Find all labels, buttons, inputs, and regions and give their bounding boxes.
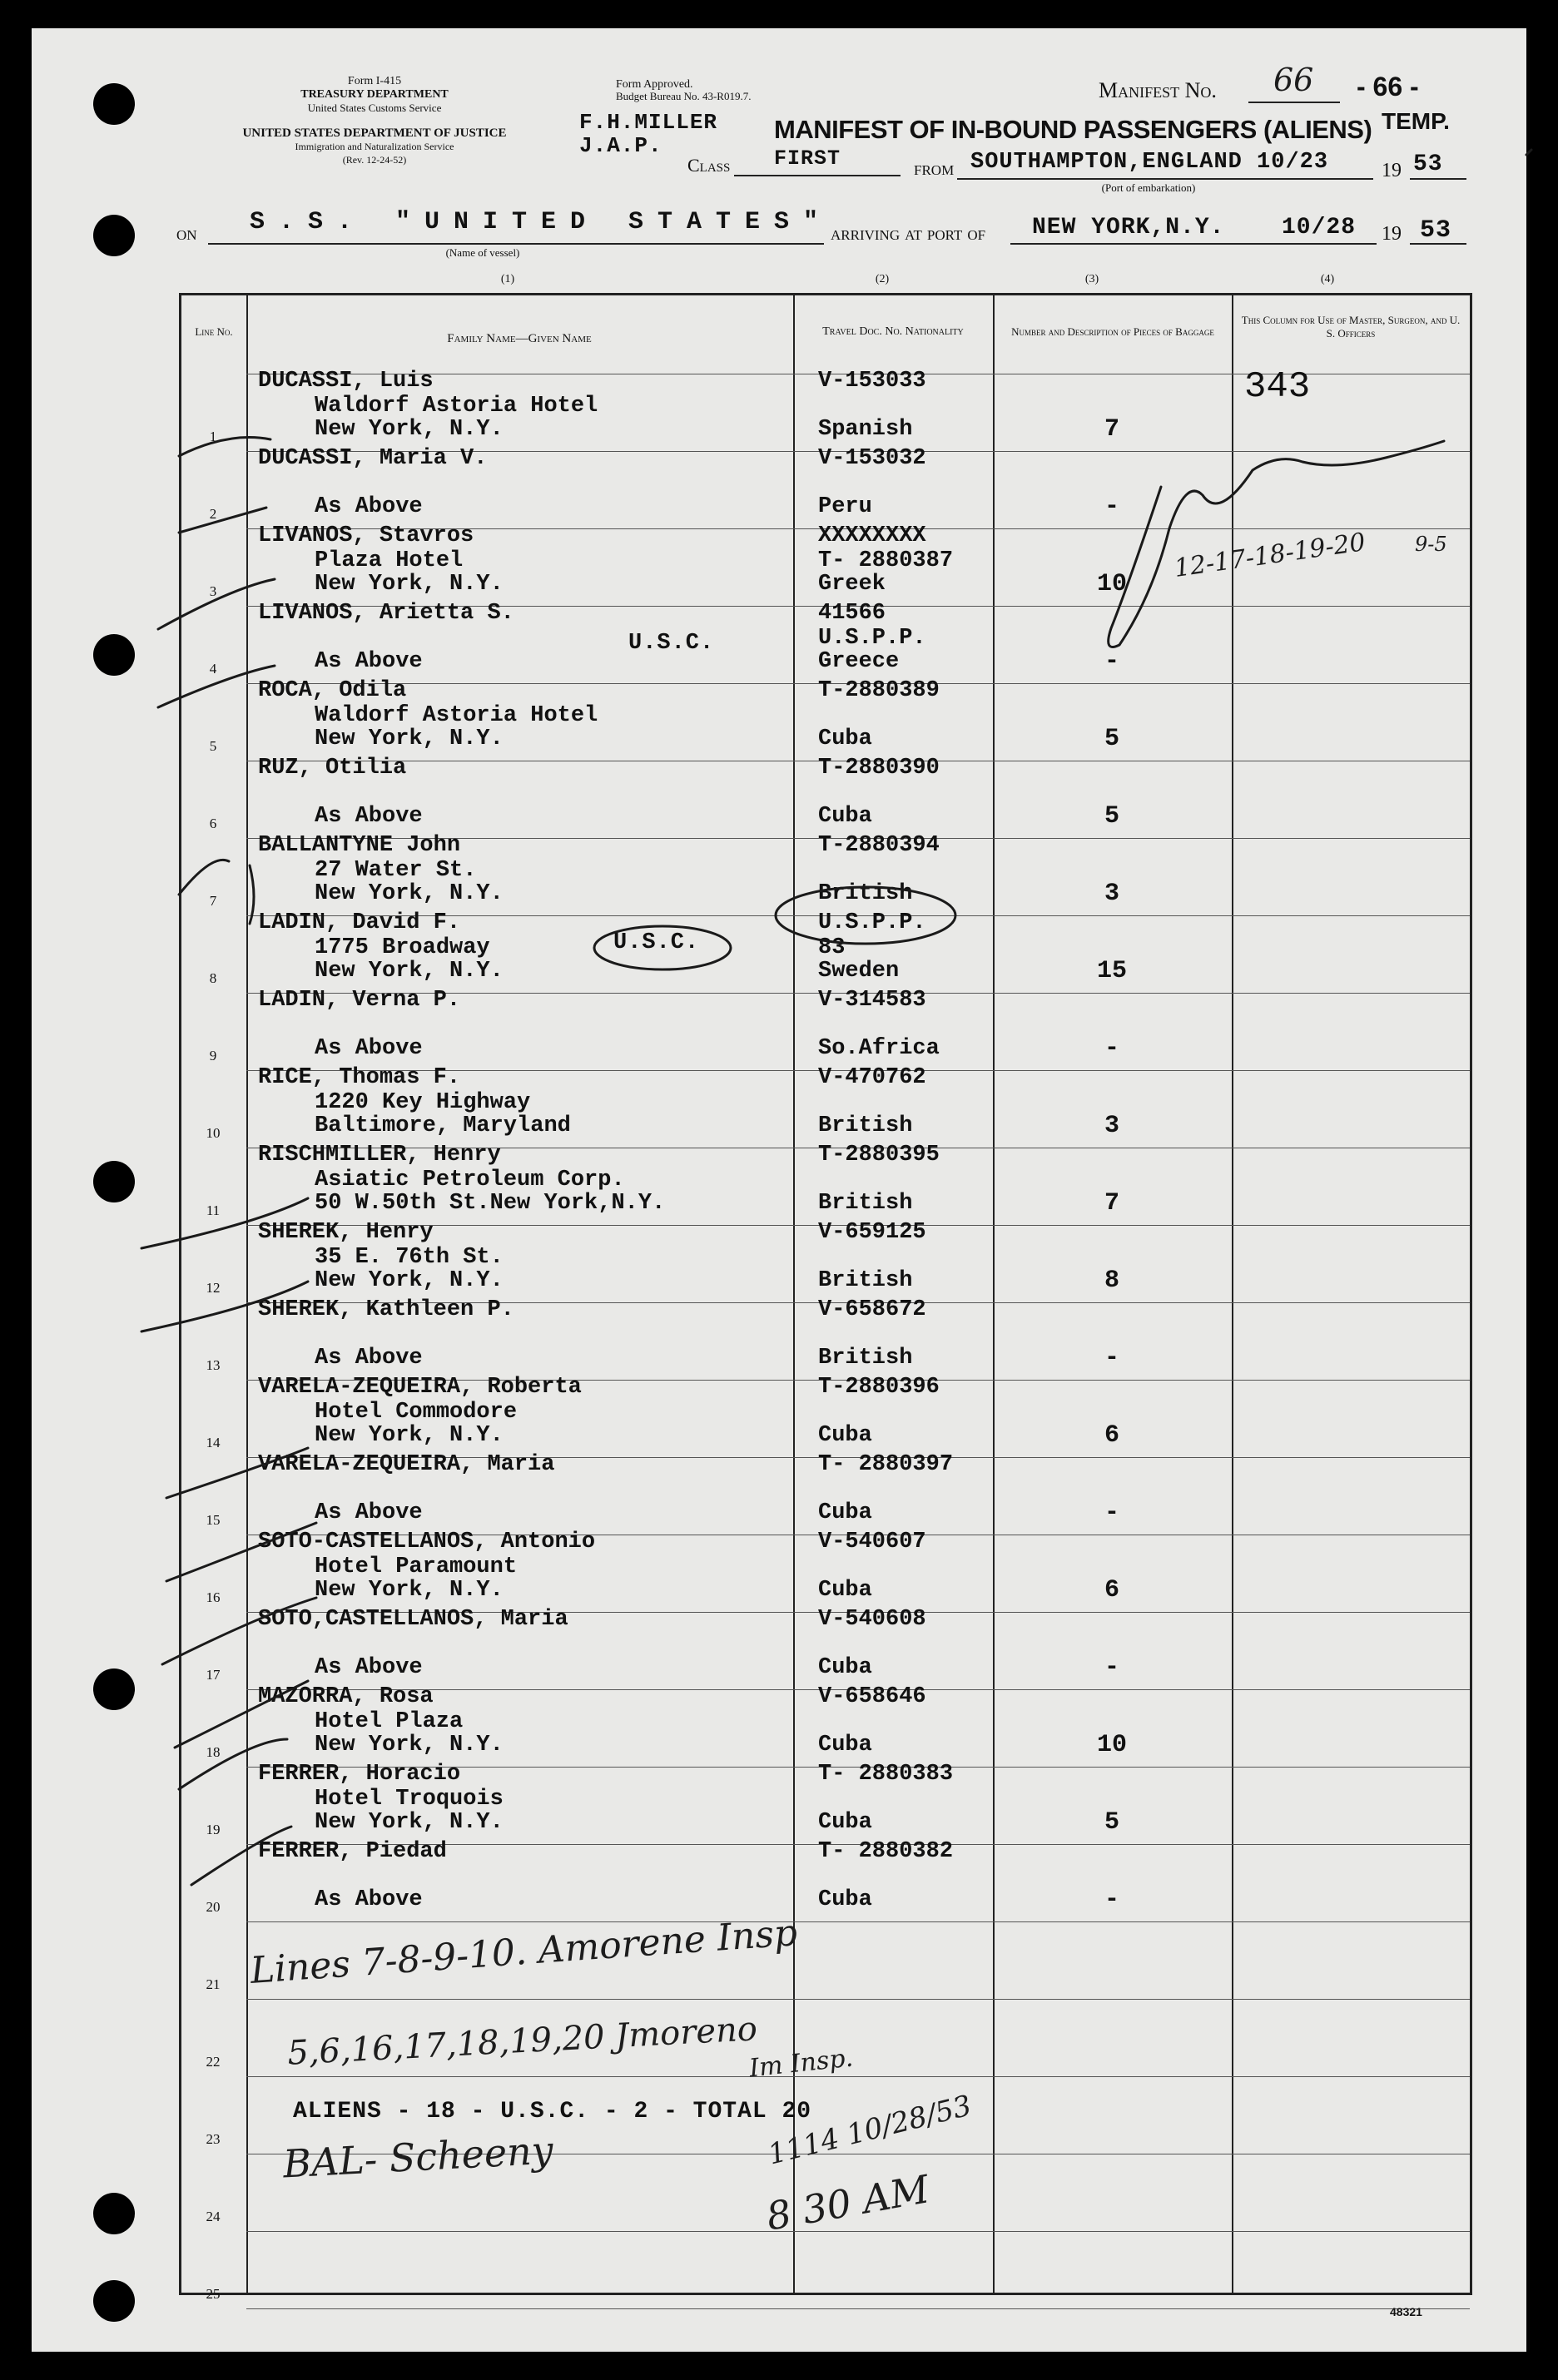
- passenger-name: LIVANOS, Arietta S.: [258, 601, 514, 626]
- column-number: (1): [500, 273, 515, 285]
- travel-doc-no: T- 2880383: [818, 1762, 954, 1787]
- passenger-name: RICE, Thomas F.: [258, 1065, 461, 1090]
- line-number: 23: [206, 2131, 221, 2147]
- manifest-no: - 66 -: [1357, 72, 1419, 102]
- passenger-address-2: As Above: [315, 649, 423, 674]
- totals-line: ALIENS - 18 - U.S.C. - 2 - TOTAL 20: [293, 2099, 812, 2125]
- budget-bureau: Budget Bureau No. 43-R019.7.: [616, 90, 752, 102]
- handwritten-lines-note: Lines 7-8-9-10. Amorene Insp: [249, 1911, 799, 1992]
- class-value: FIRST: [774, 146, 841, 171]
- column-number: (4): [1320, 273, 1335, 285]
- officer-number: 343: [1244, 366, 1311, 408]
- baggage-count: 6: [1104, 1576, 1119, 1604]
- vessel-name: S.S. "UNITED STATES": [250, 208, 833, 236]
- handwritten-insp: Im Insp.: [747, 2043, 855, 2084]
- passenger-address-1: Hotel Plaza: [315, 1709, 464, 1734]
- line-number: 15: [206, 1512, 221, 1528]
- nationality: Sweden: [818, 959, 900, 984]
- column-number: (3): [1084, 273, 1099, 285]
- baggage-count: -: [1104, 1344, 1119, 1372]
- passenger-address-1: Plaza Hotel: [315, 548, 464, 573]
- baggage-count: 5: [1104, 802, 1119, 831]
- arrival-year: 53: [1420, 216, 1452, 245]
- travel-doc-no: T- 2880397: [818, 1452, 954, 1477]
- passenger-address-2: New York, N.Y.: [315, 881, 504, 906]
- passenger-address-1: 1775 Broadway: [315, 935, 490, 960]
- col-header-baggage: Number and Description of Pieces of Baggage: [1011, 325, 1214, 338]
- baggage-count: -: [1104, 647, 1119, 676]
- travel-doc-no: T-2880389: [818, 678, 940, 703]
- passenger-address-1: Waldorf Astoria Hotel: [315, 394, 598, 419]
- line-number: 8: [209, 970, 217, 986]
- passenger-name: FERRER, Horacio: [258, 1762, 461, 1787]
- passenger-name: SOTO,CASTELLANOS, Maria: [258, 1607, 568, 1632]
- travel-doc-no: V-153033: [818, 369, 926, 394]
- treasury-dept: TREASURY DEPARTMENT: [300, 88, 449, 101]
- usc-mark: U.S.C.: [628, 631, 715, 656]
- travel-doc-no: V-658672: [818, 1297, 926, 1322]
- temp-label: TEMP.: [1382, 108, 1450, 134]
- justice-dept: UNITED STATES DEPARTMENT OF JUSTICE: [242, 126, 507, 140]
- baggage-count: -: [1104, 1886, 1119, 1914]
- line-number: 7: [209, 893, 217, 909]
- travel-doc-no: V-540607: [818, 1530, 926, 1554]
- year-prefix: 19: [1382, 160, 1402, 181]
- passenger-address-2: As Above: [315, 1655, 423, 1680]
- line-number: 19: [206, 1822, 221, 1837]
- form-approved: Form Approved.: [616, 78, 693, 91]
- travel-doc-no: U.S.P.P.: [818, 910, 926, 935]
- travel-doc-no-2: 83: [818, 935, 846, 960]
- baggage-count: 3: [1104, 880, 1119, 908]
- passenger-address-2: New York, N.Y.: [315, 417, 504, 442]
- baggage-count: 7: [1104, 415, 1119, 444]
- baggage-count: 10: [1096, 570, 1127, 598]
- officer-name-1: F.H.MILLER: [579, 110, 718, 135]
- nationality: Greece: [818, 649, 900, 674]
- arrival-date: 10/28: [1282, 215, 1357, 240]
- passenger-name: LADIN, Verna P.: [258, 988, 461, 1013]
- officer-name-2: J.A.P.: [579, 133, 662, 158]
- nationality: Cuba: [818, 1578, 872, 1603]
- nationality: Cuba: [818, 1655, 872, 1680]
- passenger-address-2: As Above: [315, 494, 423, 519]
- nationality: Spanish: [818, 417, 913, 442]
- baggage-count: 8: [1104, 1267, 1119, 1295]
- passenger-address-2: As Above: [315, 1036, 423, 1061]
- passenger-name: SHEREK, Henry: [258, 1220, 434, 1245]
- travel-doc-no: T-2880390: [818, 756, 940, 781]
- travel-doc-no: V-659125: [818, 1220, 926, 1245]
- arriving-label: arriving at port of: [831, 223, 986, 245]
- nationality: Cuba: [818, 1887, 872, 1912]
- passenger-address-1: Hotel Commodore: [315, 1400, 518, 1425]
- passenger-address-2: New York, N.Y.: [315, 726, 504, 751]
- travel-doc-no: V-470762: [818, 1065, 926, 1090]
- passenger-address-2: New York, N.Y.: [315, 1578, 504, 1603]
- nationality: British: [818, 881, 913, 906]
- usc-mark-circled: U.S.C.: [613, 930, 700, 955]
- baggage-count: 7: [1104, 1189, 1119, 1217]
- nationality: Cuba: [818, 804, 872, 829]
- baggage-count: -: [1104, 1654, 1119, 1682]
- arrival-year-prefix: 19: [1382, 223, 1402, 245]
- handwritten-lines-note-2: 5,6,16,17,18,19,20 Jmoreno: [286, 2010, 758, 2073]
- col-header-officers: This Column for Use of Master, Surgeon, and U. S. Officers: [1241, 314, 1461, 340]
- passenger-address-1: 35 E. 76th St.: [315, 1245, 504, 1270]
- travel-doc-no: XXXXXXXX: [818, 523, 926, 548]
- customs-service: United States Customs Service: [307, 102, 442, 114]
- line-number: 25: [206, 2286, 221, 2302]
- line-number: 5: [209, 738, 217, 754]
- nationality: So.Africa: [818, 1036, 940, 1061]
- travel-doc-no: V-658646: [818, 1684, 926, 1709]
- passenger-address-1: Waldorf Astoria Hotel: [315, 703, 598, 728]
- passenger-address-2: 50 W.50th St.New York,N.Y.: [315, 1191, 666, 1216]
- line-number: 4: [209, 661, 217, 677]
- vessel-caption: (Name of vessel): [445, 246, 520, 259]
- line-number: 9: [209, 1048, 217, 1064]
- line-number: 14: [206, 1435, 221, 1450]
- manifest-title: MANIFEST OF IN-BOUND PASSENGERS (ALIENS): [774, 115, 1372, 144]
- passenger-address-1: Hotel Paramount: [315, 1554, 518, 1579]
- travel-doc-no-2: U.S.P.P.: [818, 626, 926, 651]
- port-of-embarkation: SOUTHAMPTON,ENGLAND 10/23: [970, 150, 1329, 175]
- baggage-count: 3: [1104, 1112, 1119, 1140]
- column-number: (2): [875, 273, 890, 285]
- passenger-address-1: Hotel Troquois: [315, 1787, 504, 1812]
- passenger-name: BALLANTYNE John: [258, 833, 461, 858]
- passenger-name: ROCA, Odila: [258, 678, 407, 703]
- passenger-name: LADIN, David F.: [258, 910, 461, 935]
- line-number: 13: [206, 1357, 221, 1373]
- from-label: from: [914, 158, 955, 180]
- passenger-address-1: 1220 Key Highway: [315, 1090, 531, 1115]
- passenger-name: FERRER, Piedad: [258, 1839, 447, 1864]
- travel-doc-no: T-2880396: [818, 1375, 940, 1400]
- baggage-count: 15: [1096, 957, 1127, 985]
- passenger-address-2: As Above: [315, 1346, 423, 1371]
- passenger-address-2: New York, N.Y.: [315, 959, 504, 984]
- nationality: Peru: [818, 494, 872, 519]
- passenger-name: VARELA-ZEQUEIRA, Maria: [258, 1452, 555, 1477]
- form-number: Form I-415: [347, 75, 402, 87]
- baggage-count: 5: [1104, 1808, 1119, 1837]
- line-number: 18: [206, 1744, 221, 1760]
- passenger-name: DUCASSI, Maria V.: [258, 446, 488, 471]
- travel-doc-no: V-153032: [818, 446, 926, 471]
- col-header-line: Line No.: [195, 325, 233, 338]
- passenger-address-1: Asiatic Petroleum Corp.: [315, 1168, 625, 1192]
- passenger-address-2: As Above: [315, 1500, 423, 1525]
- form-revision: (Rev. 12-24-52): [342, 154, 407, 166]
- passenger-address-2: New York, N.Y.: [315, 1810, 504, 1835]
- passenger-address-1: 27 Water St.: [315, 858, 477, 883]
- line-number: 3: [209, 583, 217, 599]
- footer-code: 48321: [1390, 2305, 1422, 2318]
- travel-doc-no: T-2880394: [818, 833, 940, 858]
- nationality: British: [818, 1268, 913, 1293]
- line-number: 20: [206, 1899, 221, 1915]
- travel-doc-no: V-314583: [818, 988, 926, 1013]
- passenger-name: VARELA-ZEQUEIRA, Roberta: [258, 1375, 582, 1400]
- nationality: British: [818, 1113, 913, 1138]
- nationality: Cuba: [818, 1733, 872, 1758]
- baggage-count: 10: [1096, 1731, 1127, 1759]
- nationality: British: [818, 1346, 913, 1371]
- port-embark-caption: (Port of embarkation): [1101, 181, 1196, 194]
- officer-annotation-2: 9-5: [1415, 533, 1447, 556]
- passenger-name: RISCHMILLER, Henry: [258, 1143, 501, 1168]
- line-number: 21: [206, 1976, 221, 1992]
- embark-year: 53: [1413, 151, 1443, 177]
- passenger-name: RUZ, Otilia: [258, 756, 407, 781]
- passenger-address-2: As Above: [315, 804, 423, 829]
- passenger-address-2: New York, N.Y.: [315, 572, 504, 597]
- baggage-count: 6: [1104, 1421, 1119, 1450]
- passenger-address-2: New York, N.Y.: [315, 1733, 504, 1758]
- passenger-name: MAZORRA, Rosa: [258, 1684, 434, 1709]
- line-number: 6: [209, 816, 217, 831]
- handwritten-time-2: 8 30 AM: [762, 2166, 933, 2239]
- line-number: 22: [206, 2054, 221, 2070]
- class-label: Class: [687, 155, 731, 176]
- manifest-no-label: Manifest No.: [1099, 78, 1217, 102]
- line-number: 1: [209, 429, 217, 444]
- line-number: 17: [206, 1667, 221, 1683]
- line-number: 2: [209, 506, 217, 522]
- handwritten-time: 1114 10/28/53: [764, 2089, 975, 2172]
- on-label: on: [176, 223, 197, 245]
- baggage-count: -: [1104, 1499, 1119, 1527]
- line-number: 16: [206, 1589, 221, 1605]
- baggage-count: -: [1104, 493, 1119, 521]
- line-number: 12: [206, 1280, 221, 1296]
- passenger-name: DUCASSI, Luis: [258, 369, 434, 394]
- line-number: 24: [206, 2209, 221, 2224]
- nationality: Cuba: [818, 726, 872, 751]
- travel-doc-no-2: T- 2880387: [818, 548, 954, 573]
- baggage-count: 5: [1104, 725, 1119, 753]
- passenger-address-2: As Above: [315, 1887, 423, 1912]
- officer-annotation: 12-17-18-19-20: [1172, 528, 1367, 583]
- nationality: Greek: [818, 572, 886, 597]
- baggage-count: -: [1104, 1034, 1119, 1063]
- travel-doc-no: T-2880395: [818, 1143, 940, 1168]
- col-header-doc: Travel Doc. No. Nationality: [822, 325, 964, 338]
- nationality: Cuba: [818, 1423, 872, 1448]
- travel-doc-no: T- 2880382: [818, 1839, 954, 1864]
- passenger-name: SOTO-CASTELLANOS, Antonio: [258, 1530, 596, 1554]
- passenger-name: SHEREK, Kathleen P.: [258, 1297, 514, 1322]
- passenger-address-2: Baltimore, Maryland: [315, 1113, 571, 1138]
- passenger-address-2: New York, N.Y.: [315, 1423, 504, 1448]
- ins-service: Immigration and Naturalization Service: [295, 141, 454, 152]
- nationality: Cuba: [818, 1810, 872, 1835]
- travel-doc-no: 41566: [818, 601, 886, 626]
- passenger-address-2: New York, N.Y.: [315, 1268, 504, 1293]
- line-number: 11: [206, 1202, 221, 1218]
- travel-doc-no: V-540608: [818, 1607, 926, 1632]
- nationality: British: [818, 1191, 913, 1216]
- passenger-name: LIVANOS, Stavros: [258, 523, 474, 548]
- col-header-name: Family Name—Given Name: [447, 332, 592, 345]
- handwritten-bal: BAL- Scheeny: [281, 2127, 554, 2187]
- arrival-port: NEW YORK,N.Y.: [1032, 215, 1225, 240]
- line-number: 10: [206, 1125, 221, 1141]
- nationality: Cuba: [818, 1500, 872, 1525]
- manifest-no-handwritten: 66: [1273, 62, 1314, 98]
